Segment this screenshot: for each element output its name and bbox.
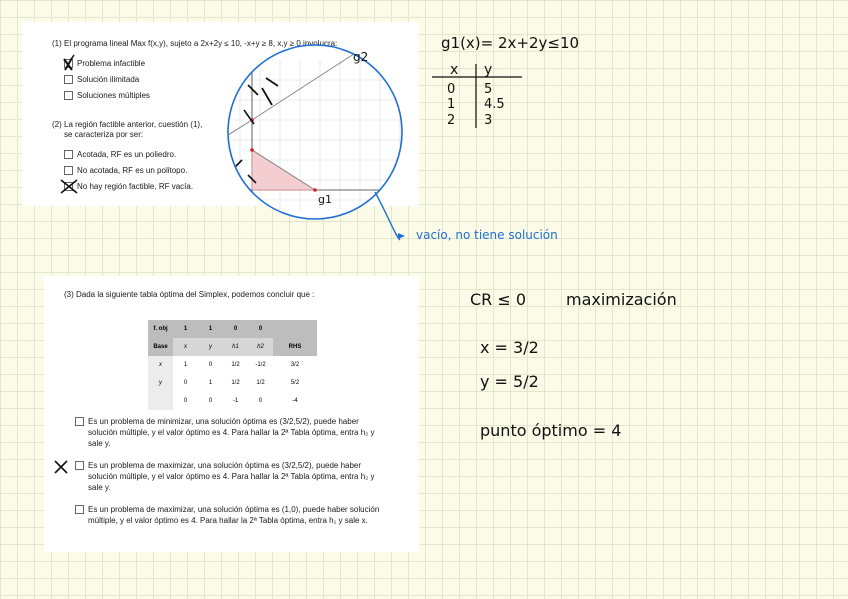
row-x: 2: [447, 113, 456, 128]
table-cell: 1/2: [223, 374, 248, 392]
table-cell: [273, 320, 317, 338]
q1-statement: (1) El programa lineal Max f(x,y), sujeto a 2x+2y ≤ 10, -x+y ≥ 8, x,y ≥ 0 involucra:: [52, 39, 338, 48]
cross-mark-q3: [52, 458, 70, 476]
checkbox[interactable]: [64, 166, 73, 175]
row-y: 5: [484, 82, 493, 97]
table-cell: 0: [248, 392, 273, 410]
table-cell: f. obj: [148, 320, 173, 338]
table-header: h1: [223, 338, 248, 356]
q2-option-2[interactable]: No acotada, RF es un politopo.: [64, 165, 187, 176]
check-mark-q1: [60, 54, 80, 74]
table-cell: y: [148, 374, 173, 392]
label-g1: g1: [318, 193, 332, 206]
table-header: h2: [248, 338, 273, 356]
table-cell: 0: [223, 320, 248, 338]
table-cell: 0: [198, 392, 223, 410]
cross-mark-q2: [58, 178, 82, 196]
table-cell: 0: [248, 320, 273, 338]
table-header: RHS: [273, 338, 317, 356]
checkbox[interactable]: [64, 150, 73, 159]
table-cell: 3/2: [273, 356, 317, 374]
table-cell: x: [148, 356, 173, 374]
label-g2: g2: [353, 50, 369, 64]
table-header: x: [173, 338, 198, 356]
q1-option-2[interactable]: Solución ilimitada: [64, 74, 139, 85]
table-cell: [148, 392, 173, 410]
graph-magnifier: [220, 20, 420, 220]
checkbox[interactable]: [64, 75, 73, 84]
checkbox[interactable]: [64, 91, 73, 100]
q2-option-3[interactable]: No hay región factible, RF vacía.: [64, 181, 193, 192]
checkbox[interactable]: [75, 461, 84, 470]
table-header: y: [198, 338, 223, 356]
table-cell: 1: [198, 374, 223, 392]
table-cell: 0: [173, 374, 198, 392]
table-cell: 1/2: [223, 356, 248, 374]
q3-option-2[interactable]: Es un problema de maximizar, una solución óptima es (3/2,5/2), puede haber solución múltiple, y el valor óptimo es 4. Para hallar la 2ª Tabla óptima, entra h₂ y sale y.: [75, 460, 375, 493]
q3-option-3[interactable]: Es un problema de maximizar, una solución óptima es (1,0), puede haber solución múltiple, y el valor óptimo es 4. Para hallar la 2ª Tabla óptima, entra h₁ y sale x.: [75, 504, 379, 526]
value-table-lines: [430, 62, 530, 132]
col-x: x: [450, 62, 459, 78]
table-cell: -1: [223, 392, 248, 410]
table-cell: 0: [198, 356, 223, 374]
table-cell: 1: [173, 356, 198, 374]
q1-option-1[interactable]: Problema infactible: [64, 58, 145, 69]
row-x: 0: [447, 82, 456, 97]
note-maximization: maximización: [566, 290, 677, 309]
note-optimum: punto óptimo = 4: [480, 421, 622, 440]
checkbox[interactable]: [75, 505, 84, 514]
note-cr: CR ≤ 0: [470, 290, 527, 309]
checkbox[interactable]: [75, 417, 84, 426]
col-y: y: [484, 62, 493, 78]
table-cell: 1: [198, 320, 223, 338]
q1-option-3[interactable]: Soluciones múltiples: [64, 90, 150, 101]
g1-equation: g1(x)= 2x+2y≤10: [441, 34, 580, 52]
blue-pointer-dot: [396, 230, 408, 242]
note-y: y = 5/2: [480, 372, 539, 391]
table-cell: 5/2: [273, 374, 317, 392]
empty-region-note: vacío, no tiene solución: [416, 228, 558, 242]
table-cell: -4: [273, 392, 317, 410]
note-x: x = 3/2: [480, 338, 539, 357]
q2-statement-line1: (2) La región factible anterior, cuestión (1),: [52, 120, 203, 129]
row-y: 3: [484, 113, 493, 128]
q2-statement-line2: se caracteriza por ser:: [64, 130, 144, 139]
table-cell: 0: [173, 392, 198, 410]
table-cell: -1/2: [248, 356, 273, 374]
q3-statement: (3) Dada la siguiente tabla óptima del Simplex, podemos concluir que :: [64, 290, 315, 299]
q2-option-1[interactable]: Acotada, RF es un poliedro.: [64, 149, 176, 160]
table-header: Base: [148, 338, 173, 356]
simplex-table: [148, 320, 317, 410]
row-y: 4.5: [484, 97, 505, 112]
table-cell: 1/2: [248, 374, 273, 392]
row-x: 1: [447, 97, 456, 112]
table-cell: 1: [173, 320, 198, 338]
q3-option-1[interactable]: Es un problema de minimizar, una solución óptima es (3/2,5/2), puede haber solución múltiple, y el valor óptimo es 4. Para hallar la 2ª Tabla óptima, entra h₂ y sale y.: [75, 416, 375, 449]
